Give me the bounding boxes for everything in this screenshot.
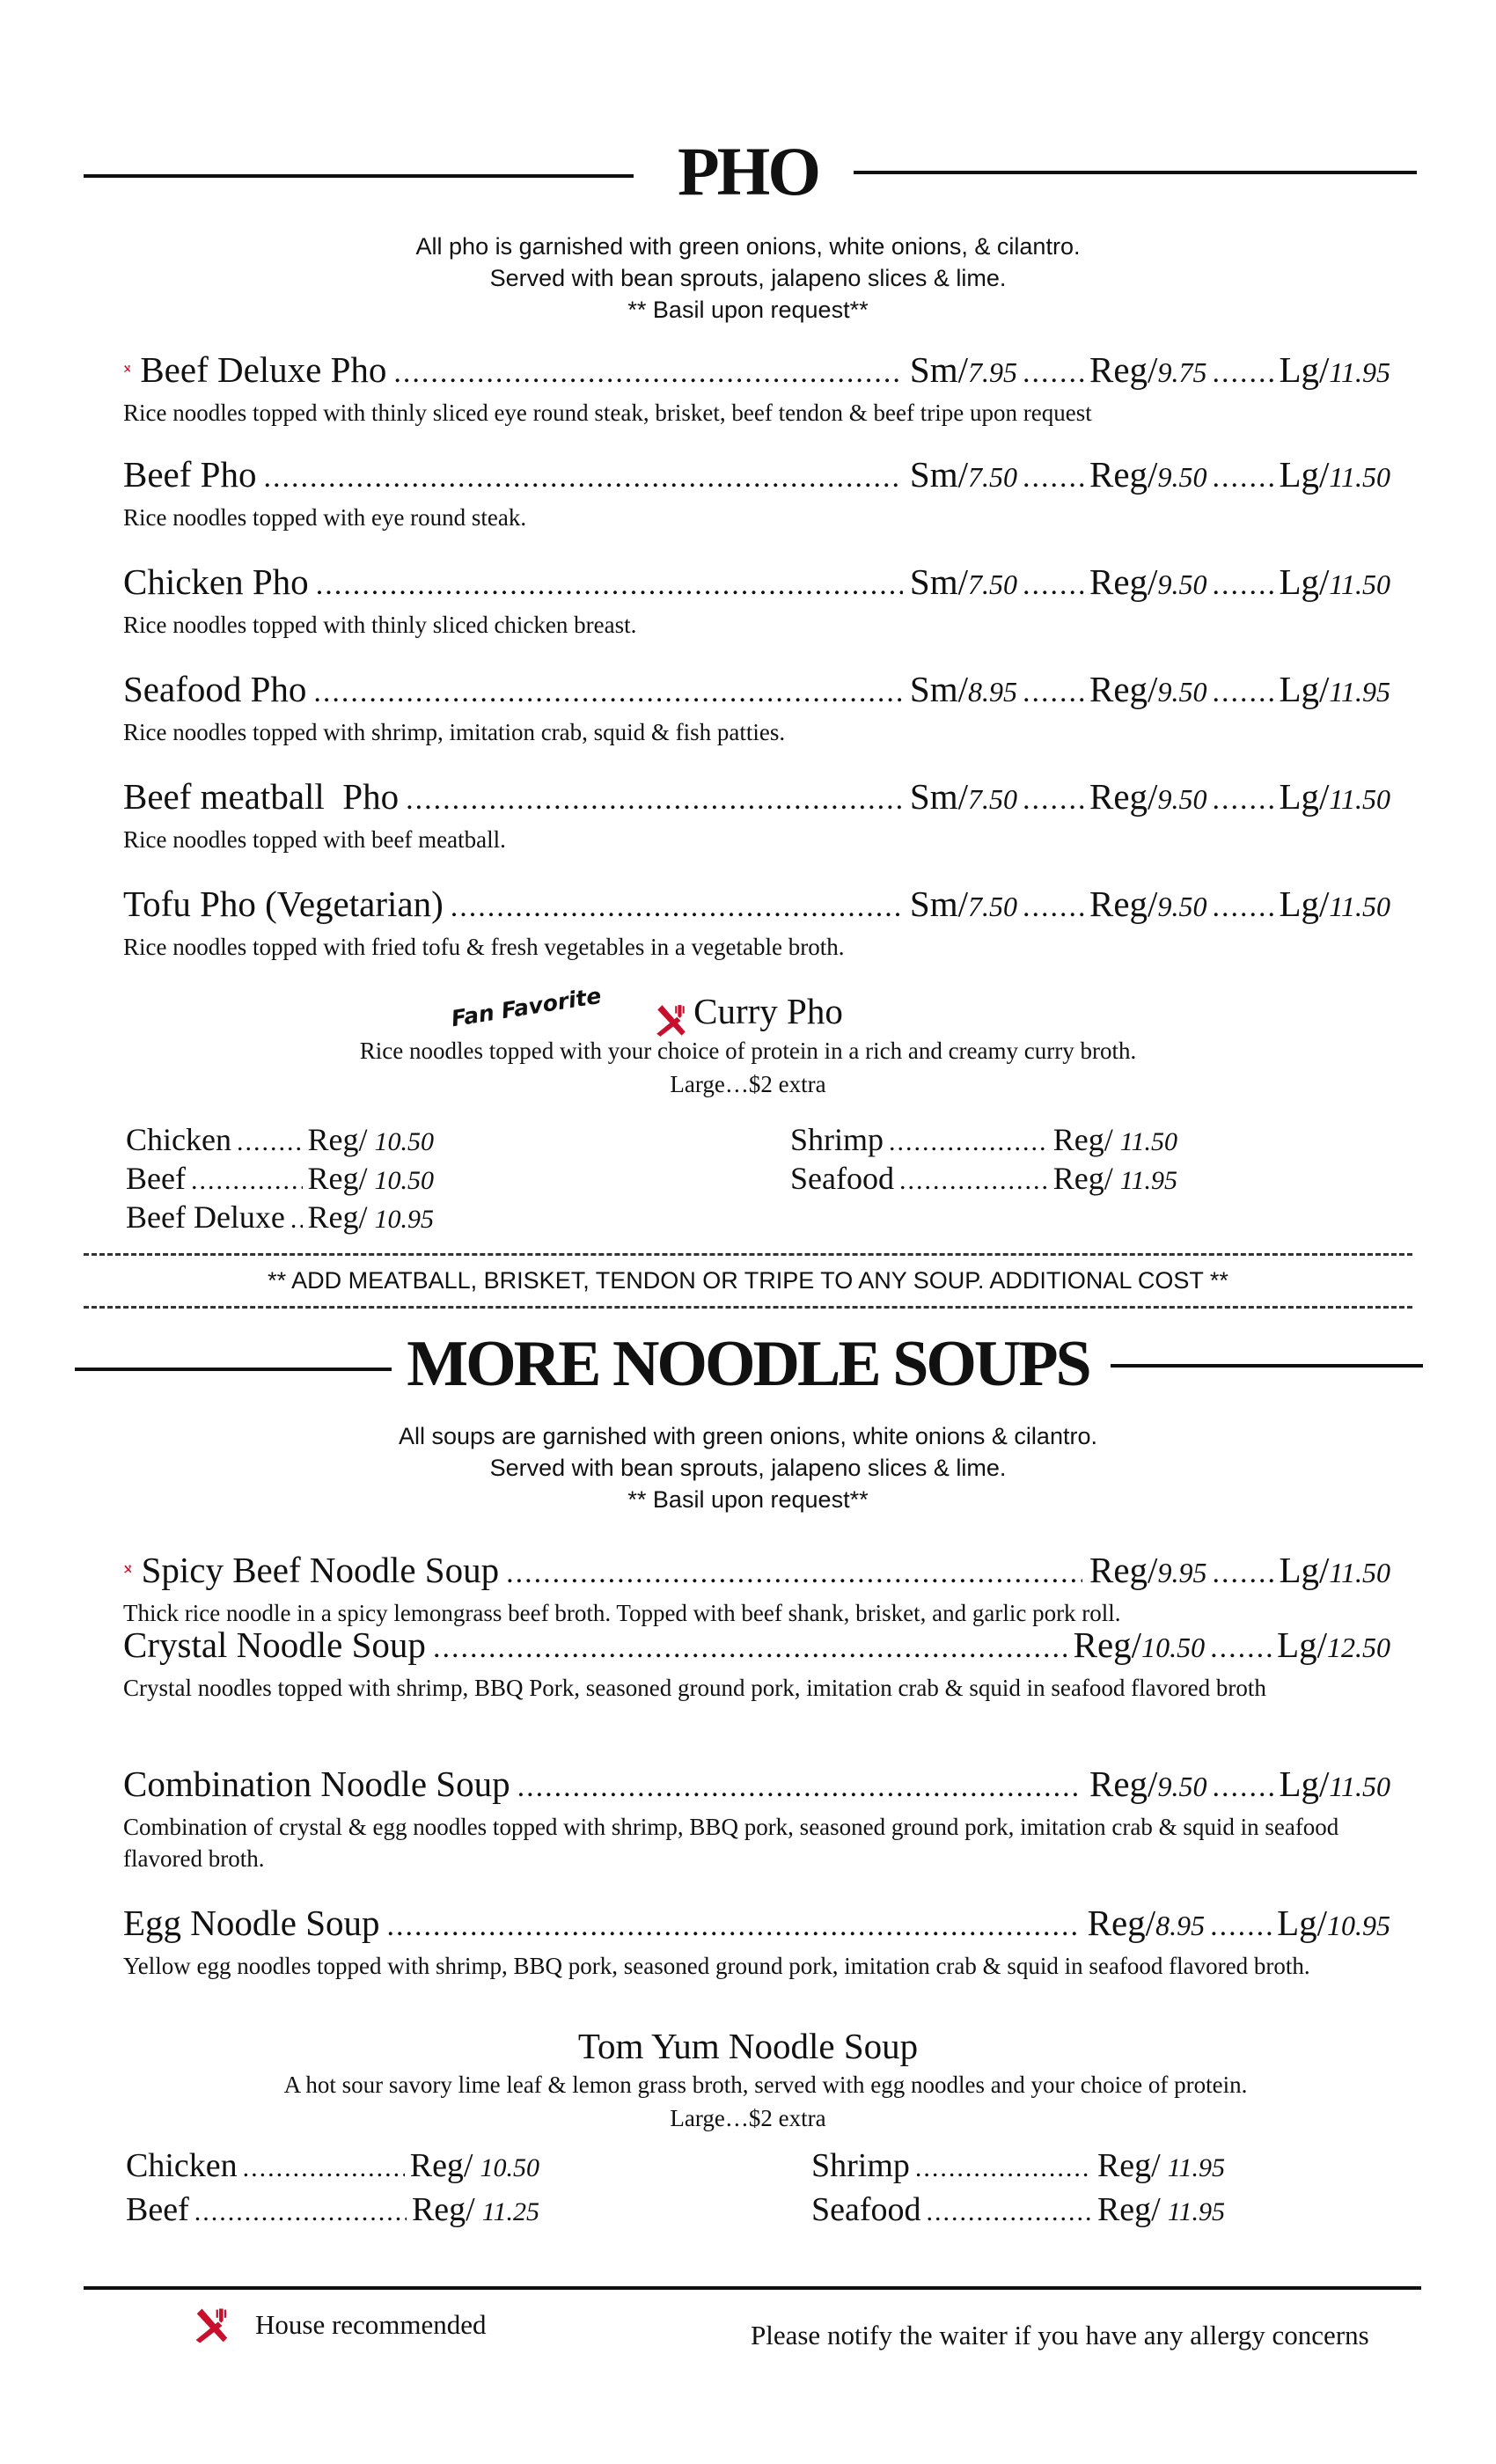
- size-label: Reg/: [1089, 1764, 1158, 1804]
- leader-dots: [517, 1765, 1082, 1809]
- size-label: Reg/: [1096, 2147, 1161, 2184]
- price-small: 7.50: [968, 783, 1017, 815]
- option-price: 11.95: [1167, 2197, 1225, 2226]
- menu-item-beef-deluxe-pho: [123, 345, 1390, 429]
- addon-banner: ** ADD MEATBALL, BRISKET, TENDON OR TRIPE TO ANY SOUP. ADDITIONAL COST **: [268, 1267, 1228, 1294]
- size-label: Lg/: [1277, 1624, 1327, 1665]
- size-label: Reg/: [1052, 1161, 1113, 1196]
- noodle-soups-note: ** Basil upon request**: [627, 1486, 869, 1513]
- price-large: 11.50: [1329, 1557, 1390, 1588]
- leader-dots: [194, 2192, 407, 2233]
- noodle-soups-heading: MORE NOODLE SOUPS: [407, 1328, 1089, 1400]
- option-row: [790, 1158, 1177, 1201]
- leader-dots: [243, 2148, 405, 2189]
- item-name: Beef Deluxe Pho: [140, 349, 387, 390]
- option-price: 11.95: [1119, 1166, 1177, 1195]
- noodle-soups-note: All soups are garnished with green onions, white onions & cilantro.: [399, 1423, 1097, 1449]
- menu-item-chicken-pho: [123, 560, 1390, 641]
- item-extra: Large…$2 extra: [670, 1070, 826, 1097]
- size-label: Reg/: [1089, 349, 1158, 390]
- leader-dots: [1212, 885, 1273, 929]
- option-row: [126, 1119, 434, 1162]
- menu-item-curry-pho: [0, 989, 1496, 1101]
- option-row: [126, 1158, 434, 1201]
- item-description: A hot sour savory lime leaf & lemon grass broth, served with egg noodles and your choice of protein.: [283, 2072, 1248, 2098]
- option-row: [126, 1197, 434, 1240]
- size-label: Lg/: [1279, 669, 1330, 709]
- fan-favorite-badge: Fan Favorite: [449, 982, 604, 1032]
- item-description: Rice noodles topped with thinly sliced eye round steak, brisket, beef tendon & beef tripe upon request: [123, 400, 1092, 426]
- leader-dots: [393, 351, 902, 395]
- leader-dots: [927, 2192, 1092, 2233]
- item-name: Beef Pho: [123, 454, 257, 495]
- option-price: 10.50: [480, 2153, 539, 2182]
- item-description: Yellow egg noodles topped with shrimp, BBQ pork, seasoned ground pork, imitation crab & squid in seafood flavored broth.: [123, 1953, 1310, 1979]
- size-label: Sm/: [909, 776, 968, 817]
- item-name: Spicy Beef Noodle Soup: [141, 1550, 500, 1590]
- leader-dots: [1212, 1765, 1273, 1809]
- price-regular: 9.50: [1157, 783, 1207, 815]
- pho-notes: [0, 231, 1496, 326]
- price-large: 11.50: [1329, 891, 1390, 922]
- size-label: Sm/: [909, 669, 968, 709]
- option-name: Shrimp: [790, 1122, 884, 1157]
- leader-dots: [237, 1122, 303, 1162]
- leader-dots: [889, 1122, 1048, 1162]
- leader-dots: [433, 1626, 1067, 1670]
- fork-knife-icon: [192, 2306, 232, 2346]
- option-name: Chicken: [126, 1122, 231, 1157]
- size-label: Sm/: [909, 454, 968, 495]
- size-label: Reg/: [411, 2191, 475, 2228]
- pho-heading: PHO: [678, 133, 818, 209]
- option-price: 11.50: [1119, 1127, 1177, 1156]
- size-label: Sm/: [909, 349, 968, 390]
- price-regular: 9.75: [1157, 356, 1207, 388]
- price-regular: 9.95: [1157, 1557, 1207, 1588]
- item-name: Beef meatball Pho: [123, 776, 400, 817]
- option-name: Seafood: [790, 1161, 894, 1196]
- size-label: Reg/: [1052, 1122, 1113, 1157]
- option-row: [811, 2189, 1225, 2233]
- price-regular: 8.95: [1155, 1910, 1206, 1941]
- noodle-soups-notes: [0, 1420, 1496, 1515]
- menu-item-combination-noodle-soup: [123, 1762, 1390, 1874]
- item-name: Seafood Pho: [123, 669, 307, 709]
- option-name: Beef: [126, 1161, 186, 1196]
- price-large: 11.50: [1329, 783, 1390, 815]
- leader-dots: [1210, 1904, 1272, 1948]
- item-name: Tom Yum Noodle Soup: [577, 2026, 919, 2066]
- allergy-notice: Please notify the waiter if you have any allergy concerns: [751, 2320, 1369, 2350]
- item-name: Tofu Pho (Vegetarian): [123, 884, 444, 924]
- size-label: Reg/: [1073, 1624, 1142, 1665]
- option-name: Chicken: [126, 2147, 238, 2184]
- option-price: 11.95: [1167, 2153, 1225, 2182]
- size-label: Reg/: [1089, 561, 1158, 602]
- leader-dots: [1212, 671, 1273, 715]
- size-label: Reg/: [307, 1122, 368, 1157]
- size-label: Reg/: [307, 1199, 368, 1235]
- menu-item-egg-noodle-soup: [123, 1901, 1390, 1982]
- size-label: Sm/: [909, 561, 968, 602]
- leader-dots: [1210, 1626, 1272, 1670]
- option-name: Shrimp: [811, 2147, 910, 2184]
- item-extra: Large…$2 extra: [670, 2105, 826, 2131]
- size-label: Reg/: [307, 1161, 368, 1196]
- leader-dots: [506, 1551, 1082, 1595]
- price-large: 11.95: [1329, 676, 1390, 708]
- size-label: Lg/: [1279, 1764, 1330, 1804]
- item-description: Rice noodles topped with your choice of protein in a rich and creamy curry broth.: [359, 1037, 1137, 1064]
- menu-item-beef-pho: [123, 452, 1390, 533]
- price-regular: 10.50: [1141, 1632, 1206, 1663]
- option-row: [790, 1119, 1177, 1162]
- fork-knife-icon: [653, 1002, 690, 1039]
- fork-knife-icon: [123, 1551, 133, 1588]
- size-label: Lg/: [1279, 349, 1330, 390]
- menu-item-tom-yum-noodle-soup: [0, 2024, 1496, 2135]
- leader-dots: [1023, 456, 1084, 500]
- leader-dots: [915, 2148, 1092, 2189]
- price-regular: 9.50: [1157, 568, 1207, 600]
- leader-dots: [1023, 778, 1084, 822]
- price-large: 12.50: [1327, 1632, 1390, 1663]
- option-price: 10.50: [374, 1127, 434, 1156]
- leader-dots: [313, 671, 903, 715]
- leader-dots: [316, 563, 903, 607]
- item-description: Thick rice noodle in a spicy lemongrass beef broth. Topped with beef shank, brisket, and garlic pork roll.: [123, 1600, 1121, 1626]
- menu-item-crystal-noodle-soup: [123, 1623, 1390, 1704]
- item-name: Curry Pho: [693, 991, 843, 1031]
- item-description: Rice noodles topped with shrimp, imitation crab, squid & fish patties.: [123, 719, 786, 745]
- menu-item-spicy-beef-noodle-soup: [123, 1545, 1390, 1629]
- price-small: 7.50: [968, 461, 1017, 493]
- leader-dots: [1023, 351, 1084, 395]
- footer-rule: [84, 2286, 1421, 2290]
- item-description: Rice noodles topped with beef meatball.: [123, 826, 506, 853]
- size-label: Reg/: [1087, 1903, 1156, 1943]
- size-label: Reg/: [1089, 454, 1158, 495]
- price-small: 7.50: [968, 891, 1017, 922]
- option-price: 10.50: [374, 1166, 434, 1195]
- price-regular: 9.50: [1157, 1771, 1207, 1802]
- price-regular: 9.50: [1157, 676, 1207, 708]
- leader-dots: [387, 1904, 1081, 1948]
- leader-dots: [1023, 671, 1084, 715]
- item-name: Chicken Pho: [123, 561, 309, 602]
- item-name: Combination Noodle Soup: [123, 1764, 510, 1804]
- leader-dots: [263, 456, 902, 500]
- leader-dots: [1212, 778, 1273, 822]
- price-regular: 9.50: [1157, 461, 1207, 493]
- price-large: 11.95: [1329, 356, 1390, 388]
- size-label: Lg/: [1279, 454, 1330, 495]
- price-small: 7.50: [968, 568, 1017, 600]
- leader-dots: [1023, 563, 1084, 607]
- price-small: 7.95: [968, 356, 1017, 388]
- menu-item-seafood-pho: [123, 667, 1390, 748]
- dashed-divider: [84, 1253, 1412, 1256]
- size-label: Reg/: [1096, 2191, 1161, 2228]
- size-label: Sm/: [909, 884, 968, 924]
- option-price: 10.95: [374, 1205, 434, 1234]
- item-name: Egg Noodle Soup: [123, 1903, 380, 1943]
- fork-knife-icon: [123, 350, 131, 387]
- option-name: Seafood: [811, 2191, 921, 2228]
- size-label: Lg/: [1279, 884, 1330, 924]
- item-description: Rice noodles topped with thinly sliced chicken breast.: [123, 612, 637, 638]
- menu-item-tofu-pho: [123, 882, 1390, 963]
- price-large: 11.50: [1329, 568, 1390, 600]
- leader-dots: [1212, 563, 1273, 607]
- leader-dots: [1023, 885, 1084, 929]
- item-description: Rice noodles topped with fried tofu & fresh vegetables in a vegetable broth.: [123, 934, 845, 960]
- noodle-soups-note: Served with bean sprouts, jalapeno slices & lime.: [489, 1455, 1007, 1481]
- size-label: Reg/: [1089, 776, 1158, 817]
- size-label: Lg/: [1279, 1550, 1330, 1590]
- size-label: Reg/: [1089, 884, 1158, 924]
- leader-dots: [1212, 351, 1273, 395]
- pho-note: Served with bean sprouts, jalapeno slices & lime.: [489, 265, 1007, 291]
- option-row: [811, 2145, 1225, 2189]
- size-label: Lg/: [1279, 776, 1330, 817]
- leader-dots: [899, 1161, 1048, 1201]
- option-row: [126, 2189, 539, 2233]
- item-name: Crystal Noodle Soup: [123, 1624, 426, 1665]
- size-label: Reg/: [1089, 1550, 1158, 1590]
- leader-dots: [1212, 1551, 1273, 1595]
- pho-note: ** Basil upon request**: [627, 297, 869, 323]
- price-small: 8.95: [968, 676, 1017, 708]
- leader-dots: [406, 778, 903, 822]
- leader-dots: [290, 1199, 303, 1240]
- item-description: Rice noodles topped with eye round steak.: [123, 504, 527, 531]
- option-name: Beef Deluxe: [126, 1199, 285, 1235]
- option-price: 11.25: [481, 2197, 539, 2226]
- option-name: Beef: [126, 2191, 189, 2228]
- option-row: [126, 2145, 539, 2189]
- size-label: Reg/: [1089, 669, 1158, 709]
- price-large: 10.95: [1327, 1910, 1390, 1941]
- leader-dots: [191, 1161, 303, 1201]
- size-label: Lg/: [1279, 561, 1330, 602]
- size-label: Reg/: [409, 2147, 473, 2184]
- price-large: 11.50: [1329, 1771, 1390, 1802]
- price-large: 11.50: [1329, 461, 1390, 493]
- leader-dots: [451, 885, 903, 929]
- item-description: Combination of crystal & egg noodles topped with shrimp, BBQ pork, seasoned ground pork, imitation crab & squid in seafood flavored broth.: [123, 1814, 1339, 1872]
- price-regular: 9.50: [1157, 891, 1207, 922]
- dashed-divider: [84, 1306, 1412, 1309]
- menu-item-beef-meatball-pho: [123, 774, 1390, 855]
- leader-dots: [1212, 456, 1273, 500]
- item-description: Crystal noodles topped with shrimp, BBQ Pork, seasoned ground pork, imitation crab & squid in seafood flavored broth: [123, 1675, 1266, 1701]
- pho-note: All pho is garnished with green onions, white onions, & cilantro.: [415, 233, 1081, 260]
- legend-house-recommended: House recommended: [255, 2309, 487, 2340]
- size-label: Lg/: [1277, 1903, 1327, 1943]
